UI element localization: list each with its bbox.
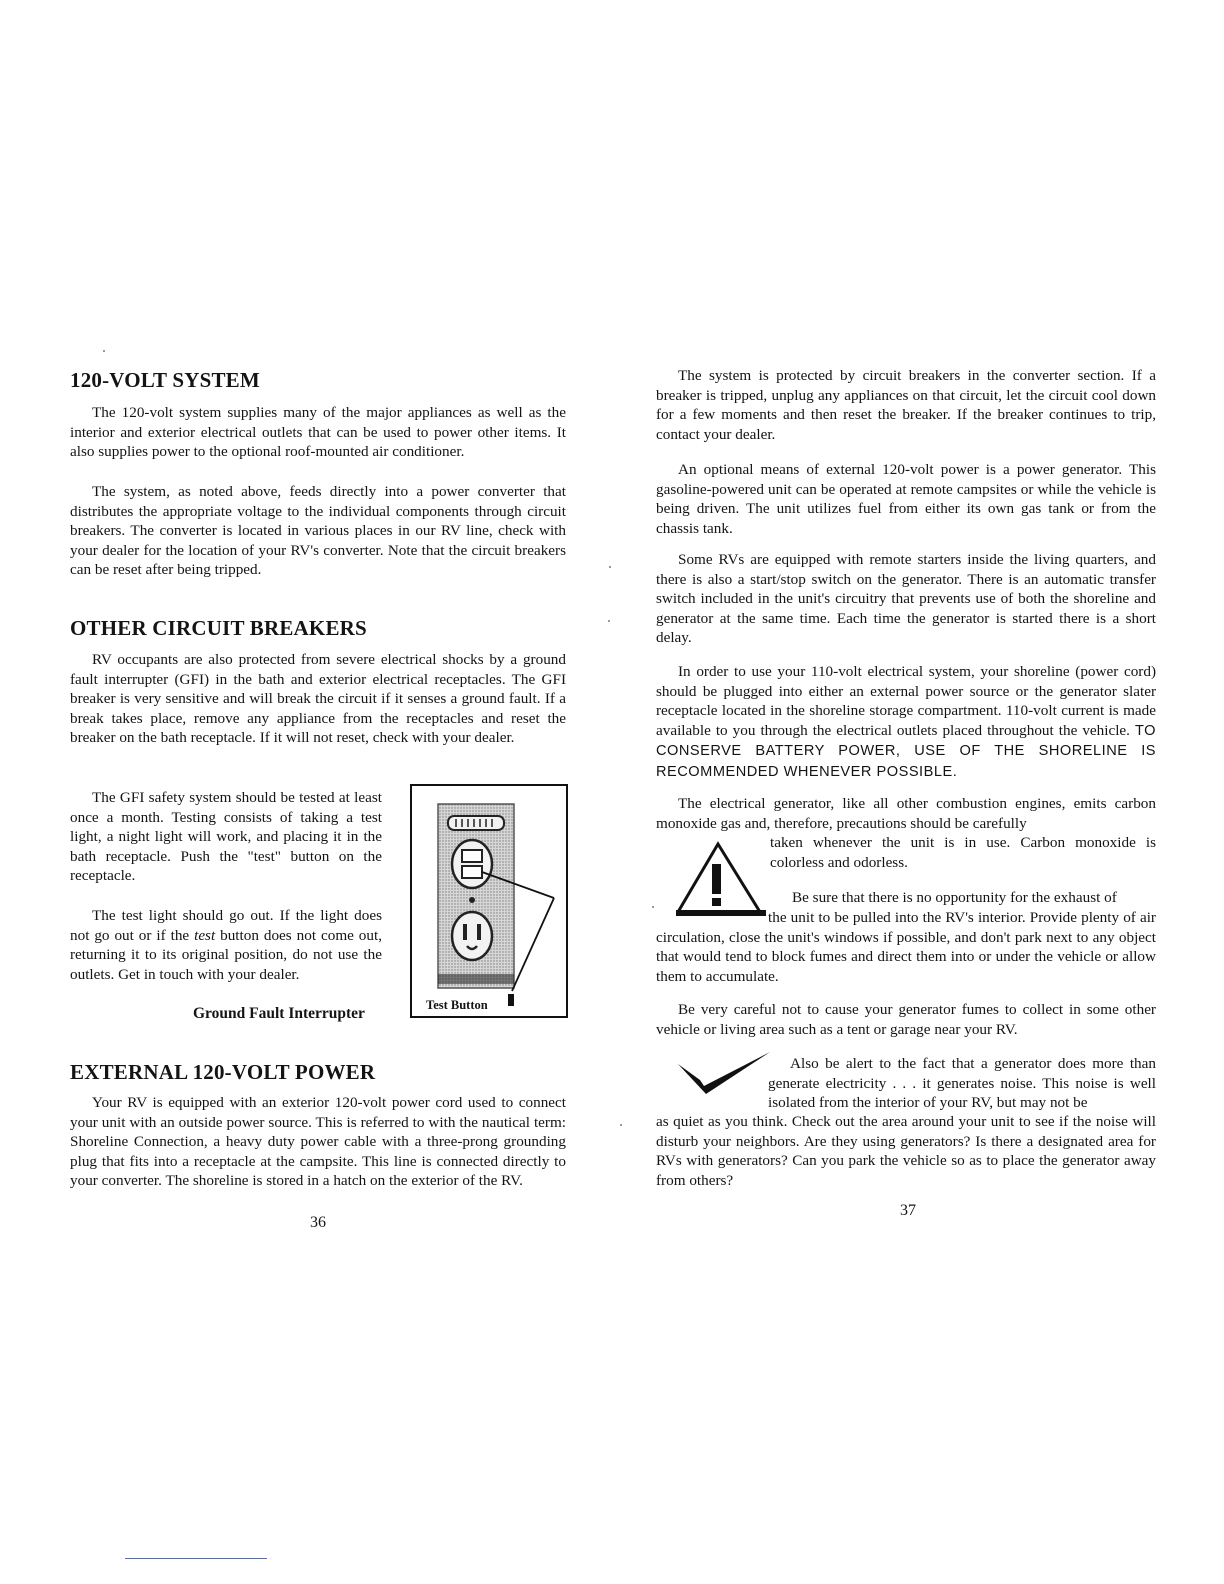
paragraph: Be very careful not to cause your generator fumes to collect in some other vehicle or living area such as a tent or garage near your RV. — [656, 1001, 1156, 1038]
paragraph: An optional means of external 120-volt power is a power generator. This gasoline-powered unit can be operated at remote campsites or while the vehicle is being driven. The unit utilizes fuel from either its own gas tank or from the chassis tank. — [656, 461, 1156, 537]
paragraph: The system, as noted above, feeds directly into a power converter that distributes the appropriate voltage to the individual components through circuit breakers. The converter is located in various places in our RV line, check with your dealer for the location of your RV's converter. Note that the circuit breakers can be reset after being tripped. — [70, 483, 566, 579]
heading-external-120-volt-power: EXTERNAL 120-VOLT POWER — [70, 1060, 376, 1084]
paragraph: as quiet as you think. Check out the area around your unit to see if the noise will disturb your neighbors. Are they using generators? Is there a designated area for RVs with generators? Can you park the vehicle so as to place the generator away from others? — [656, 1113, 1156, 1189]
paragraph — [70, 906, 382, 984]
speck — [608, 620, 610, 622]
warning-icon — [676, 840, 766, 920]
gfi-receptacle-figure — [410, 784, 568, 1018]
text-span: button does not come out, returning it to its original position, do not use the outlets. Get in touch with your dealer. — [70, 926, 383, 983]
paragraph: Be sure that there is no opportunity for the exhaust of — [792, 889, 1117, 906]
page-number-right: 37 — [900, 1202, 916, 1219]
speck — [609, 566, 611, 568]
paragraph: Also be alert to the fact that a generator does more than generate electricity . . . it generates noise. This noise is well isolated from the interior of your RV, but may not be — [768, 1055, 1156, 1112]
speck — [103, 350, 105, 352]
speck — [620, 1124, 622, 1126]
heading-120-volt-system: 120-VOLT SYSTEM — [70, 368, 260, 392]
paragraph: Your RV is equipped with an exterior 120-volt power cord used to connect your unit with an outside power source. This is referred to with the nautical term: Shoreline Connection, a heavy duty power cable with a three-prong grounding plug that fits into a receptacle at the campsite. This line is connected directly to your converter. The shoreline is stored in a hatch on the exterior of the RV. — [70, 1094, 566, 1190]
paragraph: RV occupants are also protected from severe electrical shocks by a ground fault interrupter (GFI) in the bath and exterior electrical receptacles. The GFI breaker is very sensitive and will break the circuit if it senses a ground fault. If a break takes place, remove any appliance from the receptacles and reset the breaker on the bath receptacle. If it will not reset, check with your dealer. — [70, 651, 566, 747]
text-span: the unit to be pulled into the RV's interior. Provide plenty of air circulation, close the unit's windows if possible, and don't park next to any object that would tend to block fumes and direct them into or under the vehicle or allow them to accumulate. — [656, 909, 1156, 985]
heading-other-circuit-breakers: OTHER CIRCUIT BREAKERS — [70, 616, 367, 640]
figure-caption: Ground Fault Interrupter — [193, 1005, 365, 1022]
test-button-label: Test Button — [426, 998, 488, 1012]
right-page — [612, 0, 1224, 1584]
paragraph — [656, 662, 1156, 783]
gfi-receptacle-icon — [412, 786, 566, 1016]
paragraph: The GFI safety system should be tested at least once a month. Testing consists of taking a test light, a night light will work, and placing it in the bath receptacle. Push the "test" button on the receptacle. — [70, 789, 382, 885]
page-number-left: 36 — [310, 1214, 326, 1231]
speck — [652, 906, 654, 908]
paragraph: Some RVs are equipped with remote starters inside the living quarters, and there is also a start/stop switch on the generator. There is an automatic transfer switch included in the unit's circuitry that prevents use of both the shoreline and generator at the same time. Each time the generator is started there is a short delay. — [656, 551, 1156, 647]
paragraph: taken whenever the unit is in use. Carbon monoxide is colorless and odorless. — [770, 834, 1156, 871]
text-span: The test light should go out. If the light does not go out or if the — [70, 907, 382, 944]
caps-notice: TO CONSERVE BATTERY POWER, USE OF THE SHORELINE IS RECOMMENDED WHENEVER POSSIBLE. — [656, 722, 1156, 780]
paragraph: The system is protected by circuit breakers in the converter section. If a breaker is tripped, unplug any appliances on that circuit, let the circuit cool down for a few moments and then reset the breaker. If the breaker continues to trip, contact your dealer. — [656, 367, 1156, 443]
underline-mark — [125, 1558, 267, 1559]
paragraph: The electrical generator, like all other combustion engines, emits carbon monoxide gas and, therefore, precautions should be carefully — [656, 795, 1156, 832]
text-span: In order to use your 110-volt electrical system, your shoreline (power cord) should be plugged into either an external power source or the generator slater receptacle located in the shoreline storage compartment. 110-volt current is made available to you through the electrical outlets placed throughout the vehicle. — [656, 663, 1156, 739]
checkmark-icon — [674, 1050, 774, 1106]
text-italic: test — [194, 926, 216, 944]
paragraph: The 120-volt system supplies many of the major appliances as well as the interior and exterior electrical outlets that can be used to power other items. It also supplies power to the optional roof-mounted air conditioner. — [70, 404, 566, 461]
